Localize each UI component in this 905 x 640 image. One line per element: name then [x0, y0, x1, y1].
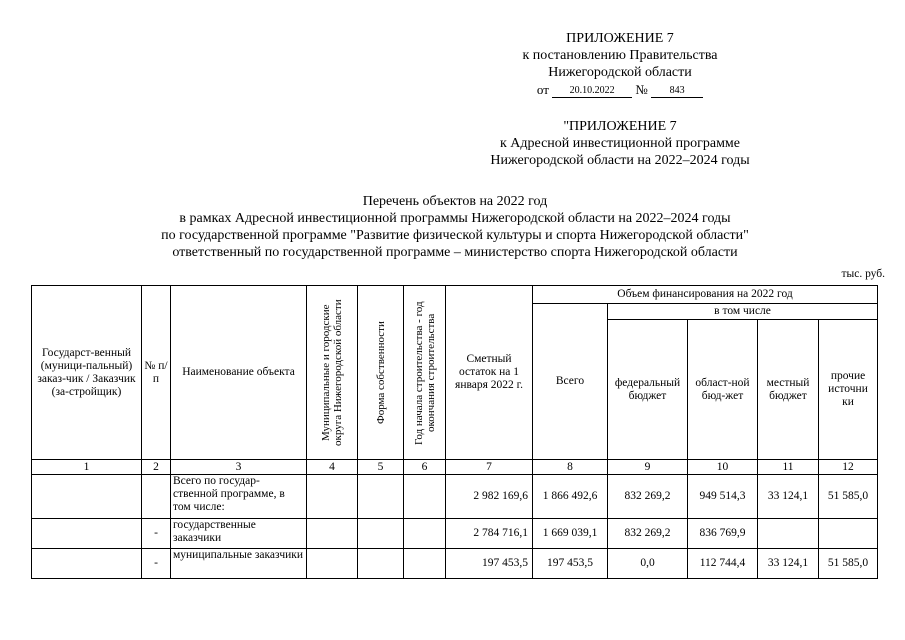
title-line-2: в рамках Адресной инвестиционной программы Нижегородской области на 2022–2024 годы: [179, 211, 731, 226]
header-years: Год начала строительства - год окончания строительства: [412, 300, 437, 445]
cell-balance: 2 784 716,1: [446, 519, 533, 549]
title-line-3: по государственной программе "Развитие физической культуры и спорта Нижегородской области": [161, 228, 749, 243]
header-balance: Сметный остаток на 1 января 2022 г.: [446, 286, 533, 460]
cell-customer: [32, 549, 142, 579]
title-line-1: Перечень объектов на 2022 год: [362, 194, 548, 209]
appendix-order-heading: ПРИЛОЖЕНИЕ 7: [566, 31, 674, 46]
cell-other: 51 585,0: [819, 475, 878, 519]
cell-customer: [32, 519, 142, 549]
cell-other: 51 585,0: [819, 549, 878, 579]
cell-num: [142, 475, 171, 519]
column-number: 10: [688, 460, 758, 475]
column-number: 2: [142, 460, 171, 475]
appendix-order-block: [490, 30, 750, 98]
column-number: 8: [533, 460, 608, 475]
column-number: 5: [358, 460, 404, 475]
cell-district: [307, 519, 358, 549]
from-label: от: [536, 82, 549, 97]
column-number: 9: [608, 460, 688, 475]
cell-total: 1 866 492,6: [533, 475, 608, 519]
cell-years: [404, 549, 446, 579]
cell-years: [404, 475, 446, 519]
order-number: 843: [651, 85, 703, 98]
header-local: местный бюджет: [758, 320, 819, 460]
cell-ownership: [358, 519, 404, 549]
header-ownership-cell: [358, 286, 404, 460]
appendix-program-heading: "ПРИЛОЖЕНИЕ 7: [563, 119, 677, 134]
cell-object-name: государственные заказчики: [171, 519, 307, 549]
cell-object-name: Всего по государ-ственной программе, в том числе:: [171, 475, 307, 519]
header-including: в том числе: [608, 304, 878, 320]
cell-total: 197 453,5: [533, 549, 608, 579]
appendix-order-line2: к постановлению Правительства: [522, 48, 718, 63]
number-label: №: [635, 82, 648, 97]
header-total: Всего: [533, 304, 608, 460]
cell-district: [307, 549, 358, 579]
title-line-4: ответственный по государственной программе – министерство спорта Нижегородской области: [172, 245, 738, 260]
column-number: 4: [307, 460, 358, 475]
appendix-order-reference: [490, 81, 750, 98]
cell-district: [307, 475, 358, 519]
cell-other: [819, 519, 878, 549]
cell-regional: 836 769,9: [688, 519, 758, 549]
header-years-cell: [404, 286, 446, 460]
header-funding: Объем финансирования на 2022 год: [533, 286, 878, 304]
cell-local: 33 124,1: [758, 549, 819, 579]
header-regional: област-ной бюд-жет: [688, 320, 758, 460]
cell-federal: 832 269,2: [608, 519, 688, 549]
cell-num: -: [142, 519, 171, 549]
objects-table: [31, 285, 878, 579]
appendix-program-block: [470, 118, 770, 169]
cell-ownership: [358, 475, 404, 519]
column-numbers-row: [32, 460, 878, 475]
cell-num: -: [142, 549, 171, 579]
table-row: [32, 475, 878, 519]
cell-balance: 2 982 169,6: [446, 475, 533, 519]
order-date: 20.10.2022: [552, 85, 632, 98]
appendix-program-line3: Нижегородской области на 2022–2024 годы: [490, 153, 750, 168]
cell-balance: 197 453,5: [446, 549, 533, 579]
header-other: прочие источни ки: [819, 320, 878, 460]
column-number: 7: [446, 460, 533, 475]
document-title: [60, 193, 850, 261]
cell-regional: 949 514,3: [688, 475, 758, 519]
header-object-name: Наименование объекта: [171, 286, 307, 460]
column-number: 11: [758, 460, 819, 475]
column-number: 6: [404, 460, 446, 475]
cell-local: [758, 519, 819, 549]
cell-federal: 0,0: [608, 549, 688, 579]
cell-years: [404, 519, 446, 549]
table-row: [32, 549, 878, 579]
cell-customer: [32, 475, 142, 519]
column-number: 1: [32, 460, 142, 475]
header-customer: Государст-венный (муници-пальный) заказ-чик / Заказчик (за-стройщик): [32, 286, 142, 460]
header-num: № п/п: [142, 286, 171, 460]
table-row: [32, 519, 878, 549]
appendix-order-line3: Нижегородской области: [548, 65, 692, 80]
cell-federal: 832 269,2: [608, 475, 688, 519]
units-label: тыс. руб.: [841, 268, 885, 280]
cell-object-name: муниципальные заказчики: [171, 549, 307, 579]
header-district-cell: [307, 286, 358, 460]
header-federal: федеральный бюджет: [608, 320, 688, 460]
column-number: 3: [171, 460, 307, 475]
cell-total: 1 669 039,1: [533, 519, 608, 549]
cell-ownership: [358, 549, 404, 579]
header-ownership: Форма собственности: [374, 321, 387, 424]
cell-regional: 112 744,4: [688, 549, 758, 579]
column-number: 12: [819, 460, 878, 475]
appendix-program-line2: к Адресной инвестиционной программе: [499, 136, 741, 151]
cell-local: 33 124,1: [758, 475, 819, 519]
header-district: Муниципальные и городские округа Нижегородской области: [320, 299, 344, 446]
